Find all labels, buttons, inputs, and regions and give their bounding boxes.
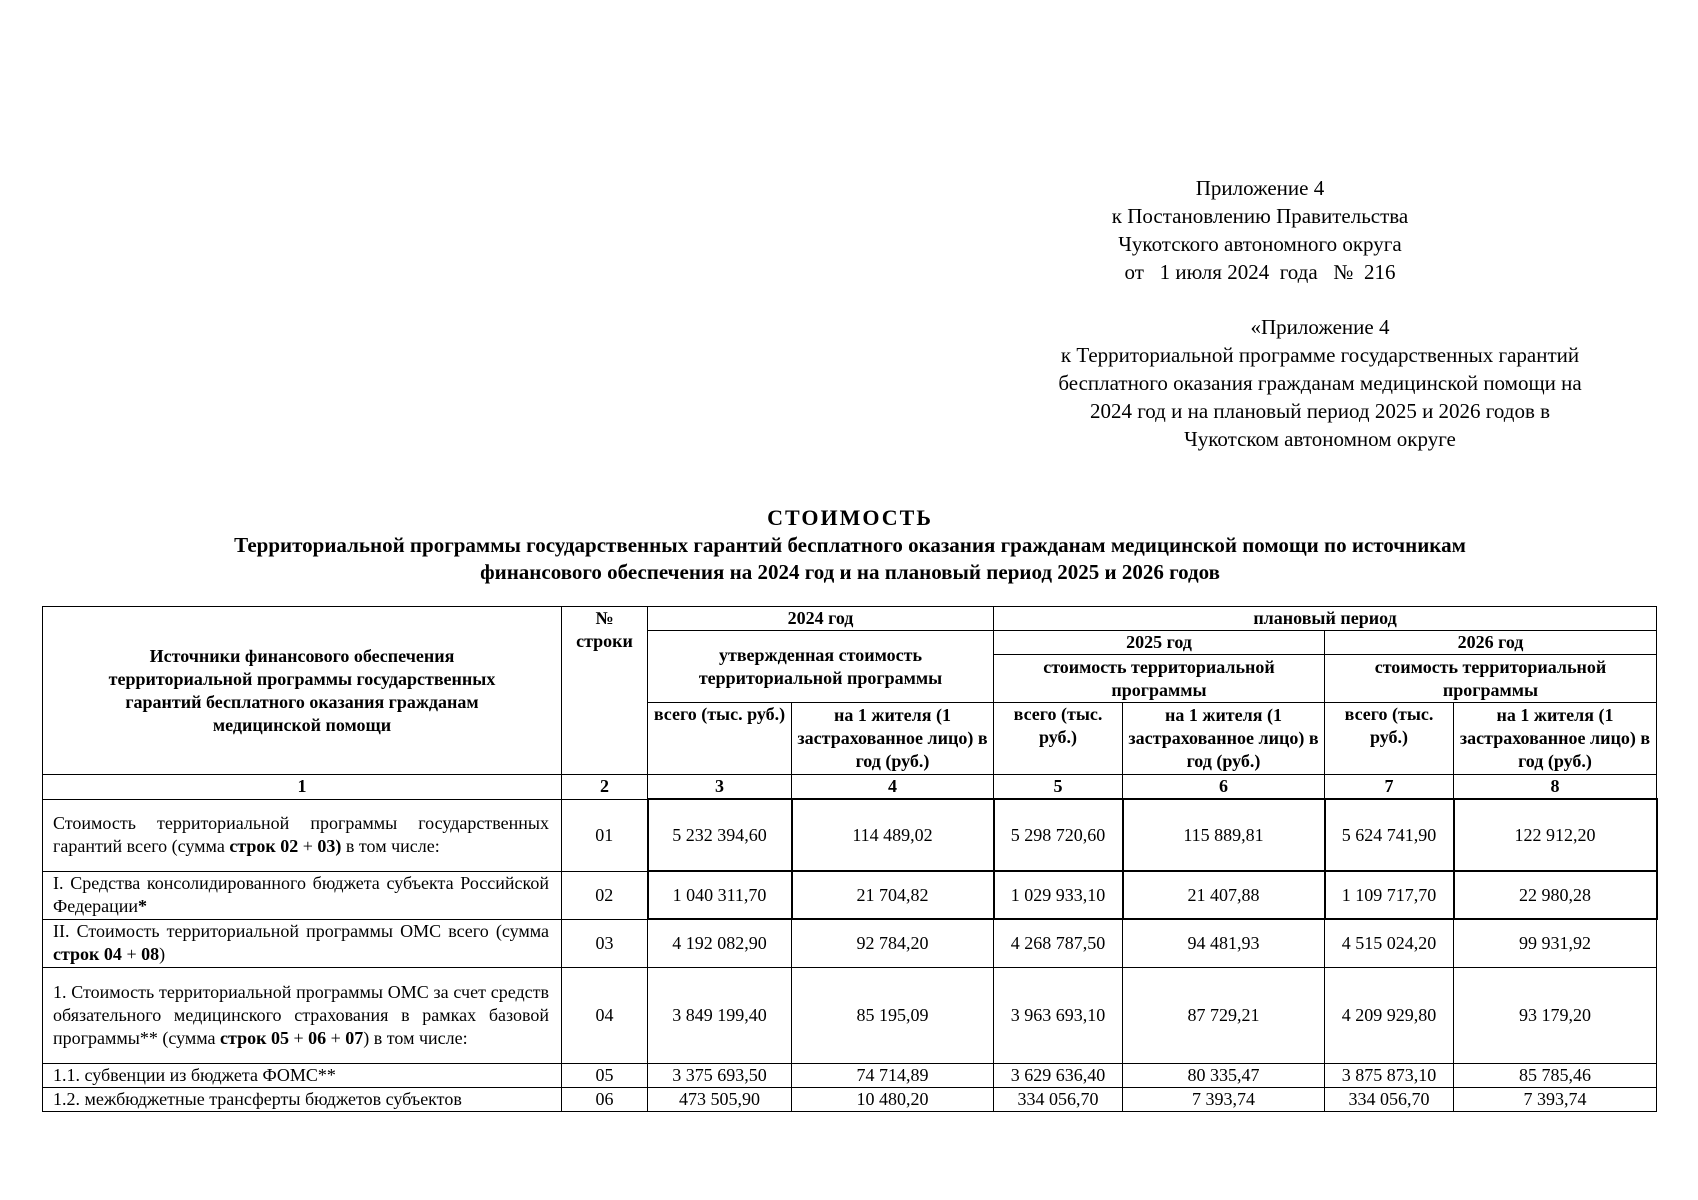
column-number: 3 [648, 775, 792, 800]
source-label-text: 1.2. межбюджетные трансферты бюджетов субъектов [53, 1088, 462, 1109]
appendix-line: к Постановлению Правительства [1111, 204, 1409, 228]
table-row [43, 1087, 1657, 1111]
value-2024-per-capita: 21 704,82 [792, 871, 994, 919]
value-2025-per-capita: 87 729,21 [1123, 967, 1325, 1063]
value-2024-per-capita: 114 489,02 [792, 799, 994, 871]
column-number: 7 [1325, 775, 1454, 800]
title-main: СТОИМОСТЬ [767, 505, 933, 530]
table-row [43, 967, 1657, 1063]
value-2024-total: 3 375 693,50 [648, 1063, 792, 1087]
value-2024-total: 1 040 311,70 [648, 871, 792, 919]
source-label-text: + [288, 1027, 309, 1048]
table-row [43, 799, 1657, 871]
table-row [43, 871, 1657, 919]
value-2026-per-capita: 122 912,20 [1454, 799, 1657, 871]
value-2026-total: 334 056,70 [1325, 1087, 1454, 1111]
header-approved-cost: утвержденная стоимость территориальной программы [648, 631, 994, 703]
column-number-row [43, 775, 1657, 800]
value-2026-per-capita: 85 785,46 [1454, 1063, 1657, 1087]
value-2025-total: 3 963 693,10 [994, 967, 1123, 1063]
source-label-text: + [298, 836, 318, 856]
value-2024-per-capita: 92 784,20 [792, 919, 994, 967]
source-label-text: 1.1. субвенции из бюджета ФОМС** [53, 1064, 336, 1085]
row-number: 05 [562, 1063, 648, 1087]
source-label-text: II. Стоимость территориальной программы ОМС всего (сумма [53, 921, 549, 941]
header-year-2026: 2026 год [1325, 631, 1657, 655]
source-label-emphasis: 08 [141, 944, 160, 964]
value-2025-per-capita: 94 481,93 [1123, 919, 1325, 967]
source-label-emphasis: строк 05 [220, 1027, 289, 1048]
title-subtitle-line-2: финансового обеспечения на 2024 год и на плановый период 2025 и 2026 годов [480, 560, 1220, 584]
source-label-text: ) в том числе: [363, 1027, 468, 1048]
row-source-label [43, 967, 562, 1063]
header-per-capita-2025: на 1 жителя (1 застрахованное лицо) в год (руб.) [1123, 703, 1325, 775]
table-row [43, 919, 1657, 967]
column-number: 8 [1454, 775, 1657, 800]
column-number: 1 [43, 775, 562, 800]
column-number: 5 [994, 775, 1123, 800]
appendix-line: бесплатного оказания гражданам медицинской помощи на [1058, 371, 1582, 395]
row-number: 02 [562, 871, 648, 919]
source-label-text: + [121, 944, 142, 964]
row-source-label [43, 919, 562, 967]
row-source-label [43, 799, 562, 871]
column-number: 4 [792, 775, 994, 800]
header-planned-period: плановый период [994, 607, 1657, 631]
value-2026-total: 1 109 717,70 [1325, 871, 1454, 919]
source-label-emphasis: строк 02 [229, 836, 299, 856]
header-sources: Источники финансового обеспечения территориальной программы государственных гарантий бесплатного оказания гражданам медицинской помощи [43, 607, 562, 775]
value-2025-total: 3 629 636,40 [994, 1063, 1123, 1087]
row-number: 04 [562, 967, 648, 1063]
cost-table [42, 606, 1658, 1112]
row-source-label [43, 1087, 562, 1111]
appendix-line: «Приложение 4 [1250, 315, 1390, 339]
document-title [40, 504, 1660, 586]
row-number: 03 [562, 919, 648, 967]
appendix-line: Чукотского автономного округа [1118, 232, 1402, 256]
row-source-label [43, 1063, 562, 1087]
value-2024-total: 3 849 199,40 [648, 967, 792, 1063]
source-label-text: + [326, 1027, 346, 1048]
row-number: 06 [562, 1087, 648, 1111]
value-2025-per-capita: 115 889,81 [1123, 799, 1325, 871]
appendix-line: 2024 год и на плановый период 2025 и 2026 годов в [1089, 399, 1551, 423]
source-label-emphasis: * [138, 896, 148, 916]
source-label-text: I. Средства консолидированного бюджета субъекта Российской Федерации [53, 873, 549, 916]
value-2024-per-capita: 10 480,20 [792, 1087, 994, 1111]
value-2026-per-capita: 93 179,20 [1454, 967, 1657, 1063]
header-total-2025: всего (тыс. руб.) [994, 703, 1123, 775]
header-per-capita-2024: на 1 жителя (1 застрахованное лицо) в год (руб.) [792, 703, 994, 775]
row-source-label [43, 871, 562, 919]
header-total-2026: всего (тыс. руб.) [1325, 703, 1454, 775]
header-per-capita-2026: на 1 жителя (1 застрахованное лицо) в год (руб.) [1454, 703, 1657, 775]
value-2024-total: 4 192 082,90 [648, 919, 792, 967]
source-label-text: 1. Стоимость территориальной программы ОМС за счет средств обязательного медицинского страхования в рамках базовой программы** (сумма [53, 981, 549, 1048]
value-2025-total: 5 298 720,60 [994, 799, 1123, 871]
value-2026-total: 4 515 024,20 [1325, 919, 1454, 967]
header-row-number: № строки [562, 607, 648, 775]
appendix-reference-program [990, 313, 1650, 453]
header-program-cost-2026: стоимость территориальной программы [1325, 655, 1657, 703]
title-subtitle-line-1: Территориальной программы государственных гарантий бесплатного оказания гражданам медицинской помощи по источникам [234, 533, 1466, 557]
value-2025-per-capita: 7 393,74 [1123, 1087, 1325, 1111]
value-2026-per-capita: 7 393,74 [1454, 1087, 1657, 1111]
value-2025-per-capita: 21 407,88 [1123, 871, 1325, 919]
value-2025-total: 4 268 787,50 [994, 919, 1123, 967]
header-year-2024: 2024 год [648, 607, 994, 631]
source-label-emphasis: строк 04 [53, 944, 122, 964]
header-total-2024: всего (тыс. руб.) [648, 703, 792, 775]
value-2026-per-capita: 22 980,28 [1454, 871, 1657, 919]
appendix-line: Приложение 4 [1195, 176, 1325, 200]
source-label-emphasis: 06 [308, 1027, 327, 1048]
appendix-line: Чукотском автономном округе [1184, 427, 1456, 451]
value-2024-total: 5 232 394,60 [648, 799, 792, 871]
value-2024-total: 473 505,90 [648, 1087, 792, 1111]
header-program-cost-2025: стоимость территориальной программы [994, 655, 1325, 703]
appendix-line: от 1 июля 2024 года № 216 [1124, 260, 1396, 284]
value-2026-total: 4 209 929,80 [1325, 967, 1454, 1063]
source-label-emphasis: 03) [317, 836, 342, 856]
value-2025-per-capita: 80 335,47 [1123, 1063, 1325, 1087]
source-label-text: Стоимость территориальной программы государственных гарантий всего (сумма [53, 813, 549, 856]
source-label-emphasis: 07 [345, 1027, 364, 1048]
column-number: 2 [562, 775, 648, 800]
column-number: 6 [1123, 775, 1325, 800]
source-label-text: в том числе: [341, 836, 440, 856]
source-label-text: ) [159, 944, 166, 964]
appendix-reference-decree [1080, 174, 1440, 286]
value-2026-total: 3 875 873,10 [1325, 1063, 1454, 1087]
appendix-line: к Территориальной программе государственных гарантий [1060, 343, 1580, 367]
row-number: 01 [562, 799, 648, 871]
header-year-2025: 2025 год [994, 631, 1325, 655]
table-row [43, 1063, 1657, 1087]
value-2025-total: 1 029 933,10 [994, 871, 1123, 919]
value-2026-per-capita: 99 931,92 [1454, 919, 1657, 967]
value-2024-per-capita: 74 714,89 [792, 1063, 994, 1087]
value-2024-per-capita: 85 195,09 [792, 967, 994, 1063]
value-2025-total: 334 056,70 [994, 1087, 1123, 1111]
value-2026-total: 5 624 741,90 [1325, 799, 1454, 871]
